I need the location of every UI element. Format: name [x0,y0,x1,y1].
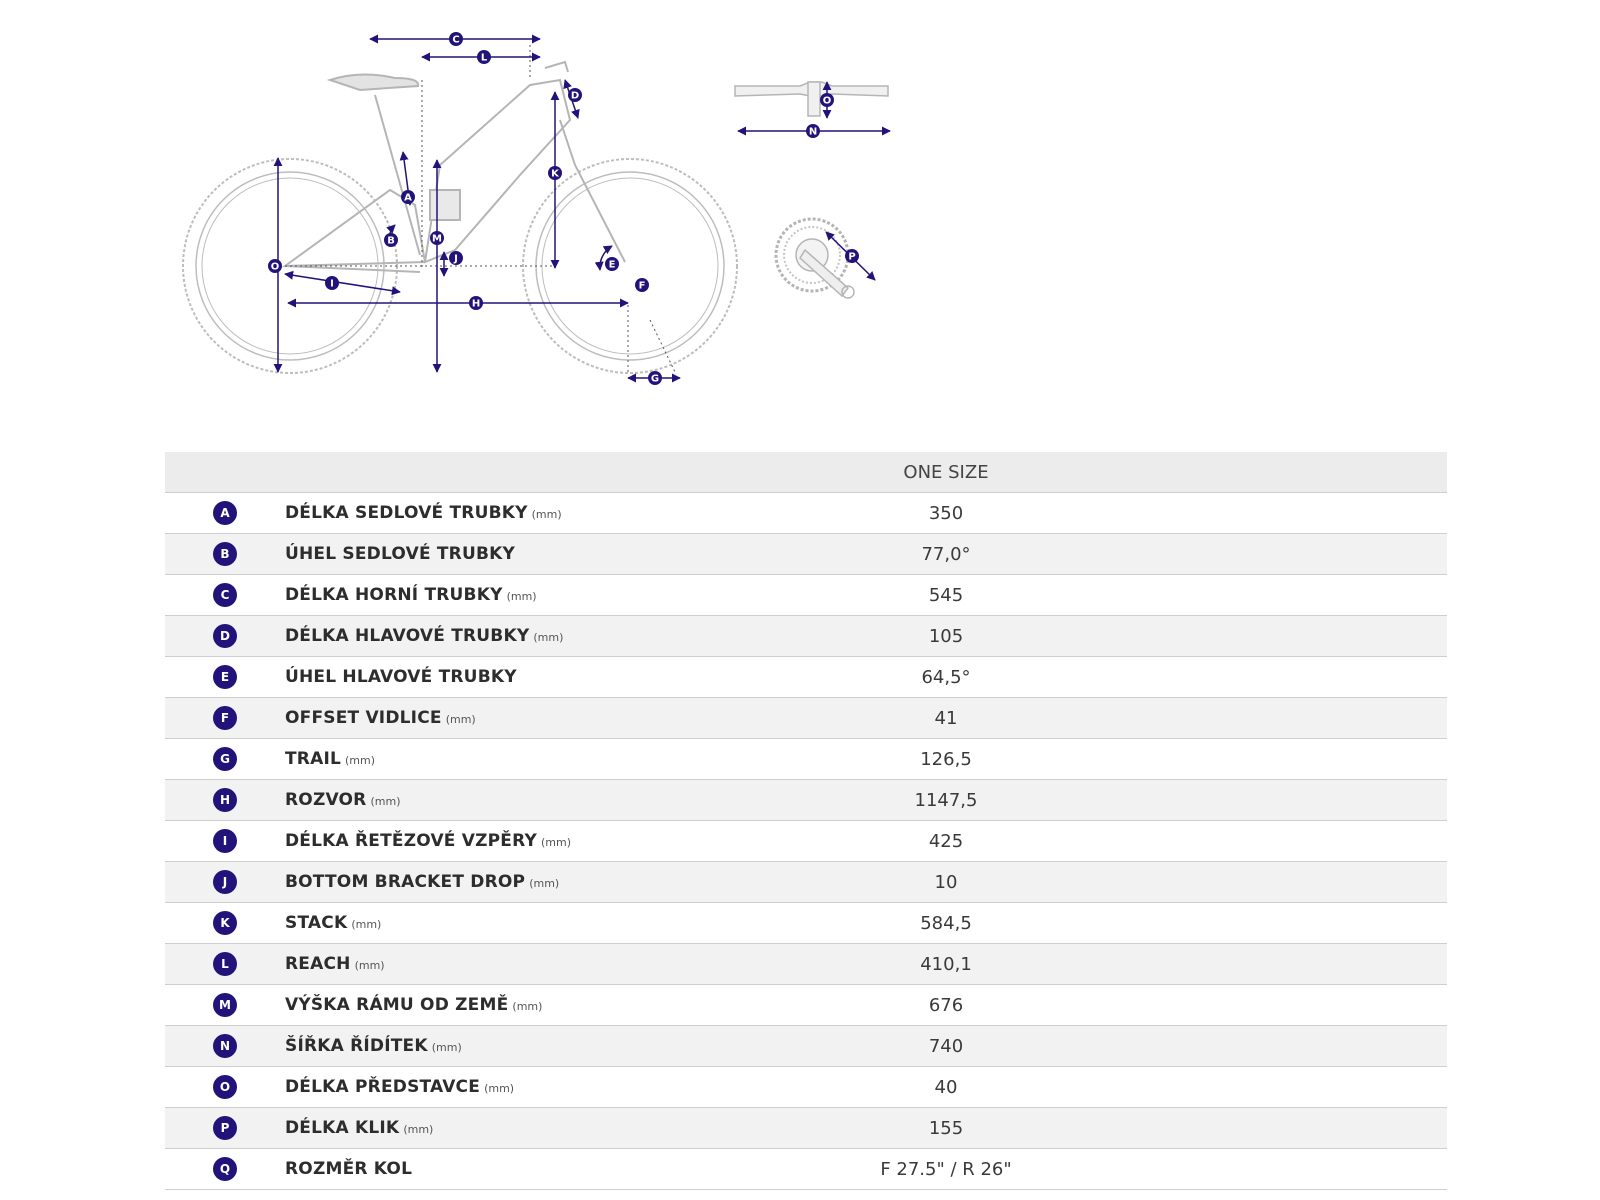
row-value-cell [872,493,1447,534]
table-row [165,903,1447,944]
row-name-cell [285,1149,872,1190]
row-name-cell [285,657,872,698]
svg-text:G: G [650,373,660,385]
row-name: DÉLKA HLAVOVÉ TRUBKY [285,626,530,646]
row-unit: (mm) [351,918,382,931]
table-row [165,493,1447,534]
row-value-cell [872,1108,1447,1149]
row-value-cell [872,985,1447,1026]
size-header: ONE SIZE [903,461,989,483]
table-row [165,657,1447,698]
header-size-cell [872,452,1447,493]
label-m [430,231,444,245]
row-value: 10 [934,871,958,893]
label-l [477,50,491,64]
row-name: ŠÍŘKA ŘÍDÍTEK [285,1036,428,1056]
row-letter-badge: E [213,665,237,689]
row-name-cell [285,493,872,534]
label-c [449,32,463,46]
row-name: OFFSET VIDLICE [285,708,442,728]
row-value-cell [872,1067,1447,1108]
label-n [806,124,820,138]
row-unit: (mm) [484,1082,515,1095]
row-letter-badge: H [213,788,237,812]
row-letter-cell [165,780,285,821]
svg-text:N: N [808,126,818,138]
svg-text:J: J [454,253,458,265]
row-letter-cell [165,1067,285,1108]
row-value: 126,5 [920,748,972,770]
row-value: 584,5 [920,912,972,934]
row-value-cell [872,821,1447,862]
label-g [648,371,662,385]
table-row [165,616,1447,657]
row-letter-badge: P [213,1116,237,1140]
row-value-cell [872,1149,1447,1190]
row-name: ÚHEL HLAVOVÉ TRUBKY [285,667,517,687]
row-value: 425 [928,830,964,852]
row-unit: (mm) [512,1000,543,1013]
svg-text:B: B [387,235,395,247]
row-value: 410,1 [920,953,972,975]
row-unit: (mm) [529,877,560,890]
row-name: TRAIL [285,749,342,769]
row-unit: (mm) [445,713,476,726]
table-row [165,944,1447,985]
row-value: 155 [928,1117,964,1139]
crankset-diagram [776,219,875,298]
label-e [605,257,619,271]
row-value: 740 [928,1035,964,1057]
svg-text:K: K [551,168,559,180]
row-name-cell [285,534,872,575]
row-letter-cell [165,534,285,575]
row-letter-badge: L [213,952,237,976]
svg-text:F: F [638,280,646,292]
row-unit: (mm) [431,1041,462,1054]
row-letter-cell [165,739,285,780]
row-value: 1147,5 [914,789,978,811]
row-value: 105 [928,625,964,647]
table-row [165,821,1447,862]
row-name-cell [285,616,872,657]
row-name-cell [285,575,872,616]
svg-text:O: O [822,95,832,107]
row-letter-badge: I [213,829,237,853]
label-o-rear [268,259,282,273]
table-row [165,780,1447,821]
row-name-cell [285,780,872,821]
label-d [568,88,582,102]
svg-text:P: P [848,251,856,263]
table-row [165,1026,1447,1067]
row-name-cell [285,944,872,985]
row-letter-cell [165,616,285,657]
svg-text:A: A [404,192,412,204]
header-name-cell [285,452,872,493]
row-letter-badge: Q [213,1157,237,1181]
row-name: DÉLKA SEDLOVÉ TRUBKY [285,503,528,523]
row-letter-badge: O [213,1075,237,1099]
table-header-row [165,452,1447,493]
row-name-cell [285,903,872,944]
svg-text:C: C [452,34,460,46]
svg-text:E: E [608,259,616,271]
handlebar-diagram [735,82,890,131]
row-name-cell [285,821,872,862]
row-letter-cell [165,944,285,985]
row-name: ROZVOR [285,790,367,810]
svg-text:L: L [480,52,488,64]
row-letter-cell [165,862,285,903]
row-letter-badge: C [213,583,237,607]
row-letter-cell [165,1026,285,1067]
table-row [165,575,1447,616]
row-value-cell [872,862,1447,903]
row-name: BOTTOM BRACKET DROP [285,872,526,892]
row-letter-badge: N [213,1034,237,1058]
table-row [165,534,1447,575]
row-letter-badge: B [213,542,237,566]
row-value: 676 [928,994,964,1016]
row-unit: (mm) [354,959,385,972]
row-value: F 27.5" / R 26" [880,1158,1012,1180]
row-unit: (mm) [403,1123,434,1136]
row-unit: (mm) [540,836,571,849]
row-value-cell [872,534,1447,575]
svg-text:H: H [471,298,481,310]
row-value-cell [872,780,1447,821]
table-row [165,862,1447,903]
table-row [165,698,1447,739]
row-value: 545 [928,584,964,606]
row-value-cell [872,903,1447,944]
row-name: ÚHEL SEDLOVÉ TRUBKY [285,544,516,564]
row-name: VÝŠKA RÁMU OD ZEMĚ [285,995,509,1015]
row-name-cell [285,1108,872,1149]
label-k [548,166,562,180]
row-name: DÉLKA PŘEDSTAVCE [285,1077,481,1097]
row-unit: (mm) [370,795,401,808]
row-name-cell [285,1026,872,1067]
row-value-cell [872,944,1447,985]
row-letter-badge: K [213,911,237,935]
row-name-cell [285,698,872,739]
row-letter-cell [165,657,285,698]
row-value-cell [872,698,1447,739]
row-name: DÉLKA KLIK [285,1118,400,1138]
label-o-stem [820,93,834,107]
row-name-cell [285,739,872,780]
row-unit: (mm) [533,631,564,644]
table-row [165,1067,1447,1108]
row-letter-badge: F [213,706,237,730]
row-value: 40 [934,1076,958,1098]
table-row [165,985,1447,1026]
row-value-cell [872,616,1447,657]
row-letter-cell [165,698,285,739]
row-letter-badge: G [213,747,237,771]
bike-geometry-diagram [0,0,1600,410]
svg-text:M: M [432,233,442,245]
row-name: REACH [285,954,351,974]
row-value-cell [872,739,1447,780]
row-letter-badge: A [213,501,237,525]
row-value: 77,0° [921,543,971,565]
label-b [384,233,398,247]
row-name-cell [285,1067,872,1108]
label-h [469,296,483,310]
row-name: DÉLKA HORNÍ TRUBKY [285,585,503,605]
svg-text:D: D [570,90,580,102]
row-letter-cell [165,1149,285,1190]
row-letter-cell [165,821,285,862]
row-letter-cell [165,575,285,616]
svg-text:I: I [330,278,334,290]
row-letter-badge: D [213,624,237,648]
row-letter-cell [165,903,285,944]
row-name: ROZMĚR KOL [285,1159,413,1179]
label-a [401,190,415,204]
row-name: DÉLKA ŘETĚZOVÉ VZPĚRY [285,831,537,851]
row-value-cell [872,1026,1447,1067]
row-value-cell [872,575,1447,616]
label-p [845,249,859,263]
row-letter-cell [165,1108,285,1149]
geometry-table [165,452,1447,1190]
row-value-cell [872,657,1447,698]
table-row [165,1149,1447,1190]
header-letter-cell [165,452,285,493]
label-j [449,251,463,265]
row-unit: (mm) [531,508,562,521]
row-letter-badge: J [213,870,237,894]
row-letter-cell [165,985,285,1026]
svg-text:O: O [270,261,280,273]
row-name-cell [285,985,872,1026]
row-value: 64,5° [921,666,971,688]
row-value: 41 [934,707,958,729]
row-unit: (mm) [345,754,376,767]
table-row [165,1108,1447,1149]
row-letter-badge: M [213,993,237,1017]
row-letter-cell [165,493,285,534]
label-f [635,278,649,292]
geometry-rows [165,493,1447,1190]
row-name: STACK [285,913,348,933]
row-unit: (mm) [506,590,537,603]
table-row [165,739,1447,780]
row-name-cell [285,862,872,903]
row-value: 350 [928,502,964,524]
label-i [325,276,339,290]
